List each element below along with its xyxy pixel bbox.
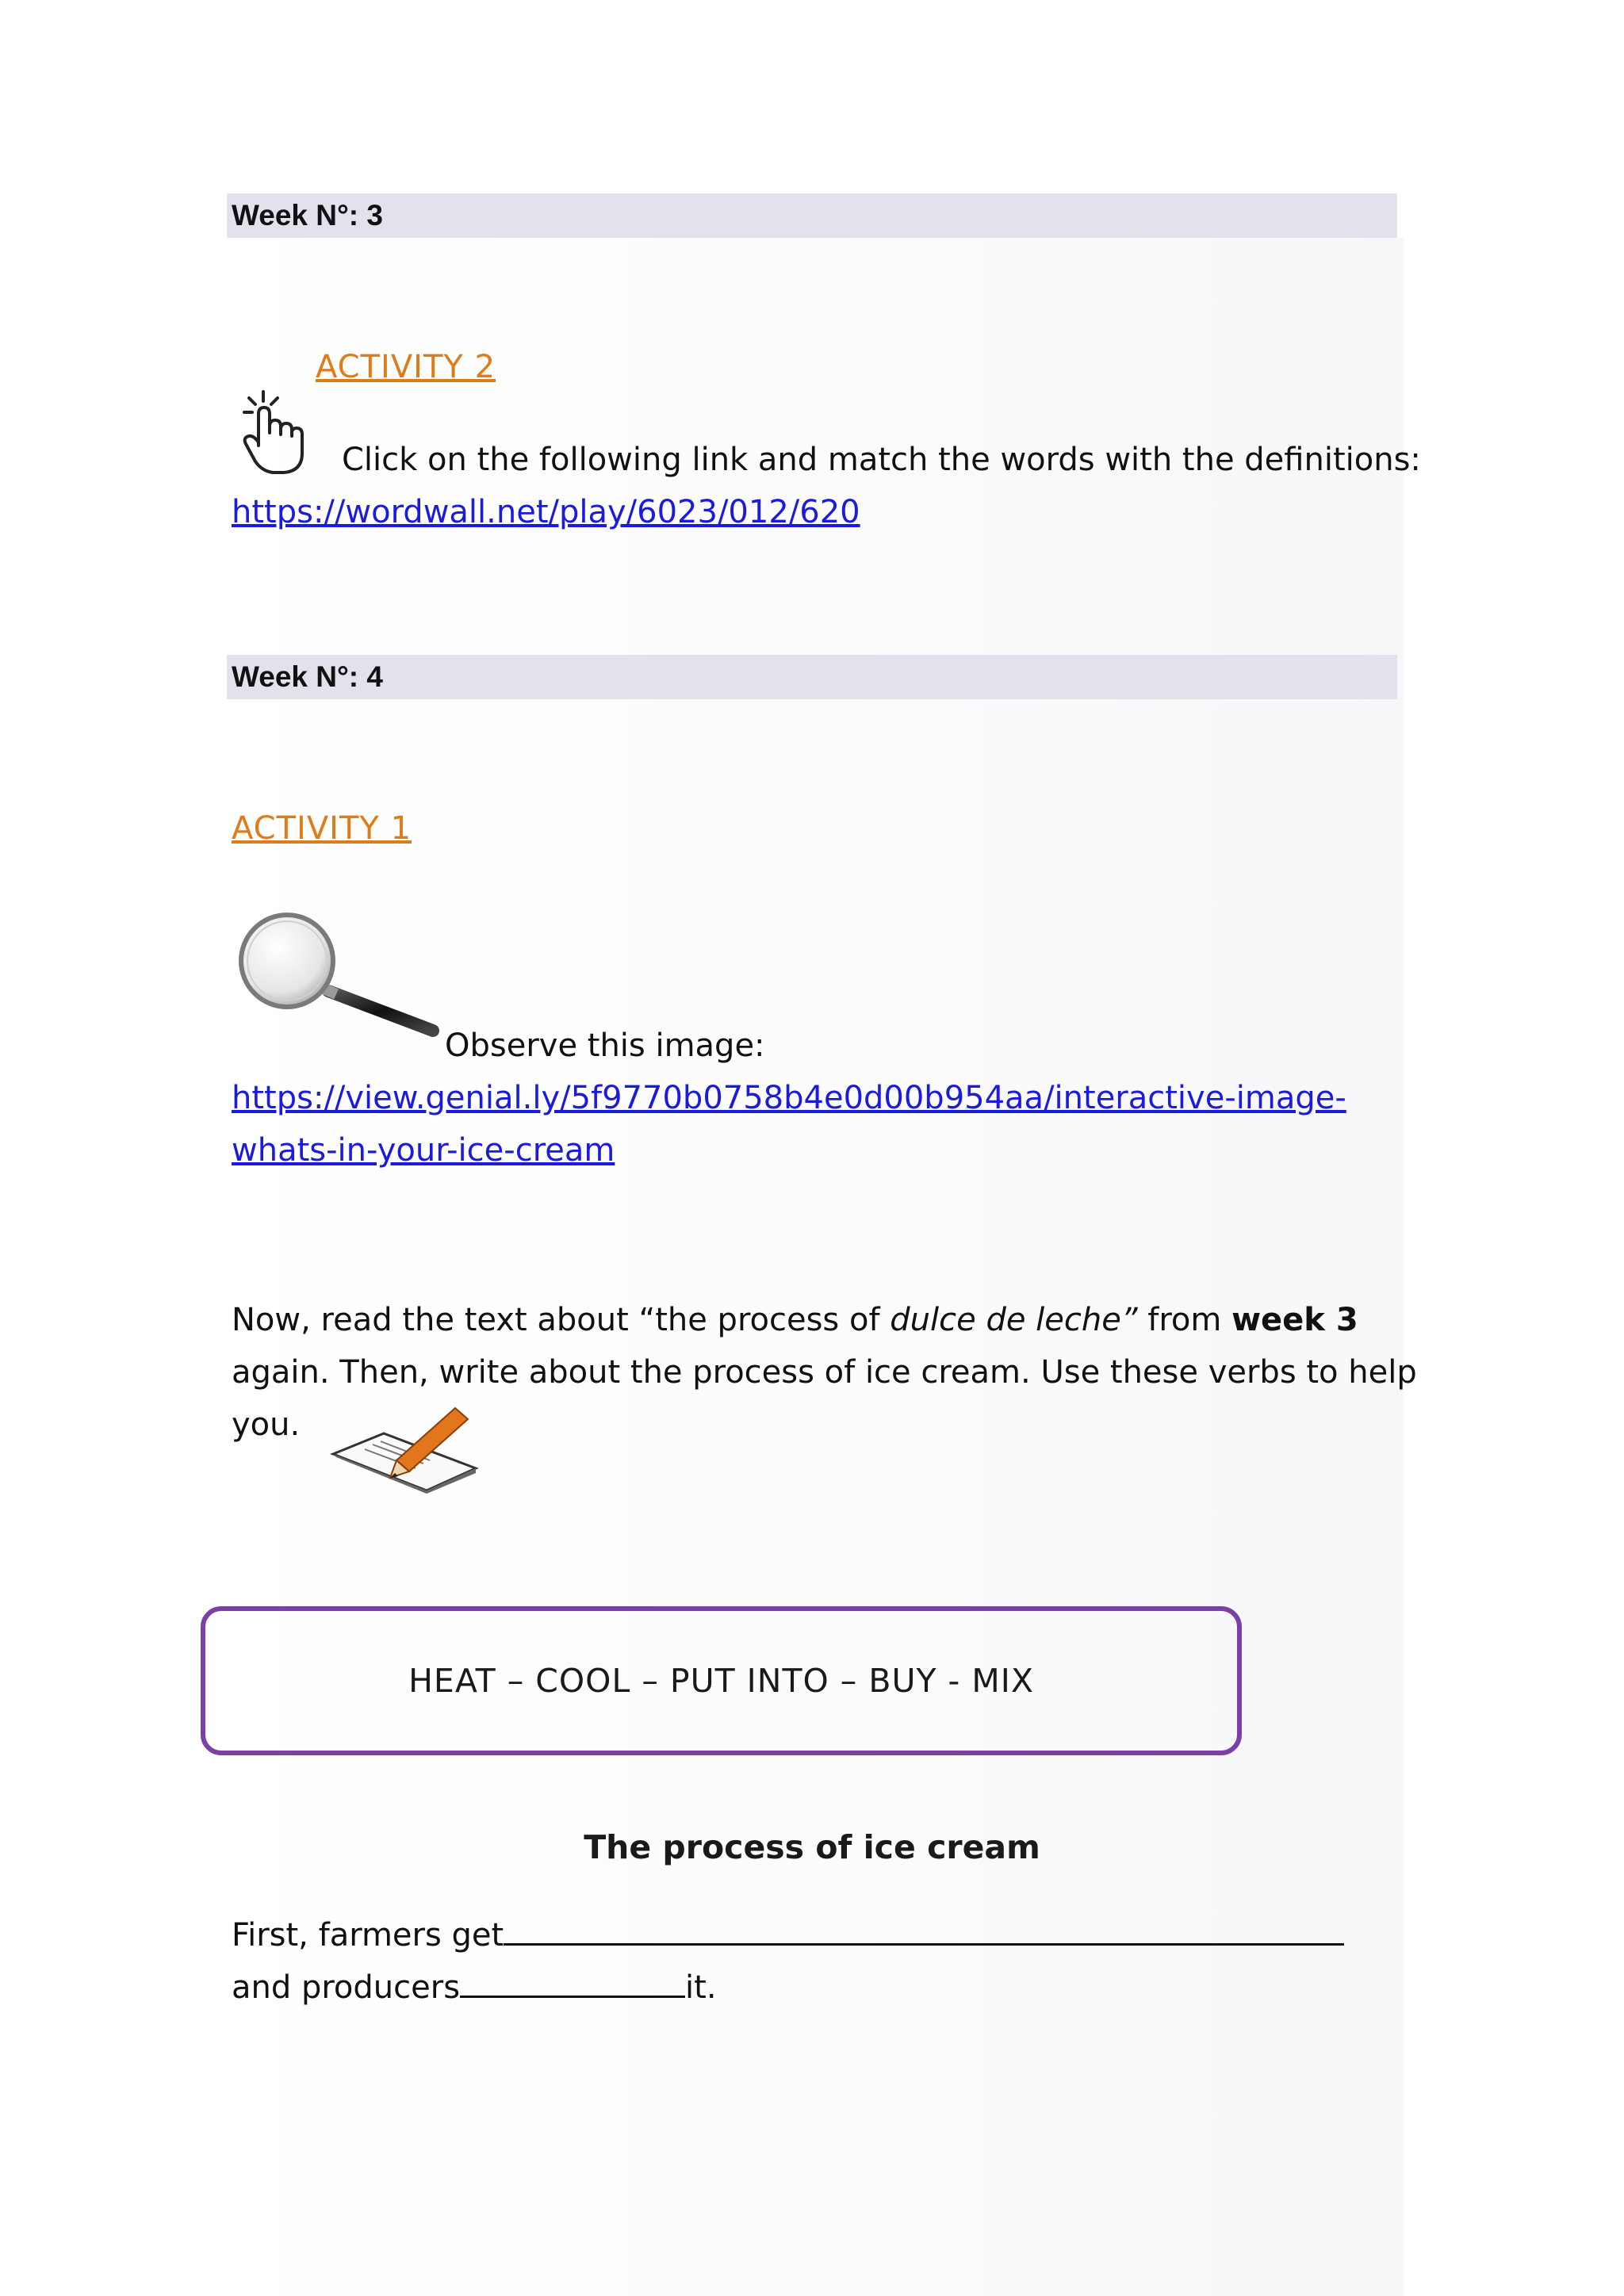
- reading-text-part1: Now, read the text about “the process of: [232, 1302, 891, 1338]
- pencil-paper-icon: [328, 1405, 479, 1494]
- blank-answer-1[interactable]: [504, 1911, 1344, 1946]
- hand-pointer-click-icon: [238, 385, 317, 480]
- reading-text-italic: dulce de leche”: [890, 1302, 1138, 1338]
- exercise-line1-text: First, farmers get: [232, 1917, 504, 1954]
- week-4-header: Week N°: 4: [227, 655, 1397, 699]
- exercise-title: The process of ice cream: [584, 1828, 1040, 1866]
- reading-instruction-line3: you.: [232, 1406, 301, 1443]
- reading-text-part2: from: [1137, 1302, 1232, 1338]
- blank-answer-2[interactable]: [460, 1964, 685, 1998]
- week-3-header: Week N°: 3: [227, 193, 1397, 238]
- wordwall-link[interactable]: https://wordwall.net/play/6023/012/620: [232, 494, 860, 530]
- exercise-line-2: [232, 1961, 717, 2014]
- reading-instruction-line2: again. Then, write about the process of ice cream. Use these verbs to help: [232, 1354, 1417, 1391]
- verbs-text: HEAT – COOL – PUT INTO – BUY - MIX: [408, 1662, 1034, 1700]
- magnifying-glass-icon: [235, 912, 442, 1039]
- genially-link-line2[interactable]: whats-in-your-ice-cream: [232, 1132, 615, 1169]
- activity-2-title: ACTIVITY 2: [316, 349, 496, 385]
- reading-instruction-line1: [232, 1294, 1391, 1346]
- verbs-box: [201, 1606, 1242, 1755]
- activity-1-title: ACTIVITY 1: [232, 810, 412, 847]
- exercise-line2-end: it.: [685, 1969, 717, 2006]
- reading-text-bold: week 3: [1231, 1302, 1358, 1338]
- genially-link-line1[interactable]: https://view.genial.ly/5f9770b0758b4e0d00b954aa/interactive-image-: [232, 1080, 1346, 1116]
- activity-2-instruction: Click on the following link and match the words with the definitions:: [342, 442, 1421, 478]
- exercise-line2-start: and producers: [232, 1969, 461, 2006]
- exercise-line-1: [232, 1909, 1344, 1961]
- activity-1-instruction: Observe this image:: [445, 1027, 765, 1064]
